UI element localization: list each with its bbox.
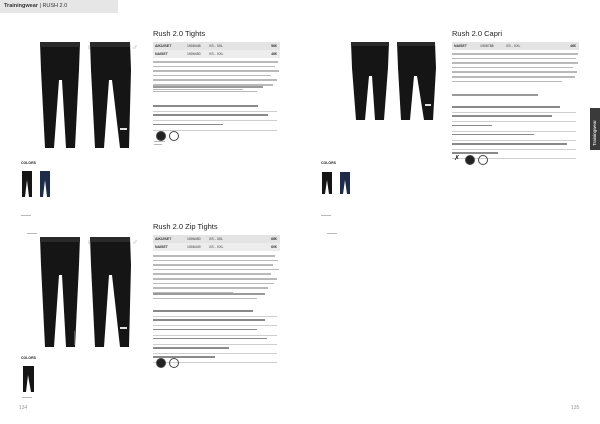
illegible-care-captions bbox=[154, 141, 166, 145]
wash-care-icon bbox=[156, 131, 166, 141]
spec-code: 1906450 bbox=[187, 52, 201, 56]
spec-code: 1906788 bbox=[480, 44, 494, 48]
colors-heading: COLORS bbox=[21, 356, 36, 360]
zip-tights-front bbox=[40, 237, 80, 347]
side-tab-label: Trainingwear bbox=[592, 120, 597, 146]
spec-code: 1906448 bbox=[187, 44, 201, 48]
spec-sizes: XS - XXL bbox=[209, 52, 224, 56]
page-number-right: 135 bbox=[571, 405, 580, 411]
spec-row-adult bbox=[153, 235, 280, 243]
spec-label: AIKUISET bbox=[155, 44, 172, 48]
colors-heading: COLORS bbox=[21, 161, 36, 165]
female-symbol-icon: ♀ bbox=[86, 238, 92, 247]
illegible-material-tights bbox=[153, 86, 280, 92]
illegible-swatch-captions bbox=[321, 203, 351, 239]
page-number-left: 134 bbox=[19, 405, 28, 411]
illegible-feature-list-capri bbox=[452, 104, 576, 159]
spec-label: AIKUISET bbox=[155, 237, 172, 241]
tights-back bbox=[90, 42, 131, 148]
recycled-material-icon bbox=[478, 155, 488, 165]
illegible-feature-list-tights bbox=[153, 103, 277, 131]
tights-front bbox=[40, 42, 80, 148]
spec-row-adult bbox=[153, 42, 280, 50]
spec-sizes: XS - XXL bbox=[506, 44, 521, 48]
spec-price: 46€ bbox=[271, 52, 277, 56]
spec-row-women bbox=[153, 50, 280, 58]
spec-row-women bbox=[452, 42, 579, 50]
male-symbol-icon: ♂ bbox=[132, 43, 138, 52]
spec-code: 1906449 bbox=[187, 245, 201, 249]
side-tab bbox=[590, 108, 600, 150]
spec-price: 60€ bbox=[271, 245, 277, 249]
color-swatches-zip-tights bbox=[20, 365, 40, 395]
swatch-black bbox=[23, 366, 34, 392]
illegible-material-capri bbox=[452, 94, 579, 96]
spec-price: 46€ bbox=[570, 44, 576, 48]
spec-code: 1906450 bbox=[187, 237, 201, 241]
swatch-navy bbox=[340, 172, 350, 194]
spec-price: 68€ bbox=[271, 237, 277, 241]
product-title-capri: Rush 2.0 Capri bbox=[452, 29, 503, 38]
product-title-zip-tights: Rush 2.0 Zip Tights bbox=[153, 222, 218, 231]
illegible-description-zip-tights bbox=[153, 255, 280, 293]
wash-care-icon bbox=[156, 358, 166, 368]
section-name: Trainingwear bbox=[4, 3, 38, 9]
recycled-material-icon bbox=[169, 358, 179, 368]
spec-sizes: XS - 3XL bbox=[209, 237, 224, 241]
section-header: Trainingwear | RUSH 2.0 bbox=[4, 3, 68, 9]
capri-front bbox=[351, 42, 389, 120]
subsection-name: RUSH 2.0 bbox=[42, 3, 68, 9]
spec-label: NAISET bbox=[155, 52, 168, 56]
swatch-black bbox=[22, 171, 32, 197]
zip-tights-back bbox=[90, 237, 131, 347]
capri-back bbox=[397, 42, 436, 120]
illegible-swatch-captions bbox=[22, 397, 36, 398]
swatch-black bbox=[322, 172, 332, 194]
female-symbol-icon: ♀ bbox=[86, 43, 92, 52]
wash-care-icon: ✗ bbox=[454, 155, 460, 162]
illegible-description-capri bbox=[452, 53, 579, 82]
color-swatches-capri bbox=[320, 170, 354, 200]
product-image-zip-tights bbox=[32, 235, 142, 351]
product-title-tights: Rush 2.0 Tights bbox=[153, 29, 206, 38]
wash-care-icon bbox=[465, 155, 475, 165]
color-swatches-tights bbox=[20, 170, 54, 200]
product-image-tights bbox=[32, 40, 142, 154]
spec-price: 56€ bbox=[271, 44, 277, 48]
spec-sizes: XS - 3XL bbox=[209, 44, 224, 48]
illegible-swatch-captions bbox=[21, 203, 51, 239]
product-image-capri bbox=[343, 40, 443, 140]
illegible-material-zip-tights bbox=[153, 293, 280, 299]
spec-label: NAISET bbox=[155, 245, 168, 249]
spec-label: NAISET bbox=[454, 44, 467, 48]
illegible-feature-list-zip-tights bbox=[153, 308, 277, 363]
colors-heading: COLORS bbox=[321, 161, 336, 165]
recycled-material-icon bbox=[169, 131, 179, 141]
spec-sizes: XS - XXL bbox=[209, 245, 224, 249]
swatch-navy bbox=[40, 171, 50, 197]
spec-row-women bbox=[153, 243, 280, 251]
male-symbol-icon: ♂ bbox=[132, 238, 138, 247]
